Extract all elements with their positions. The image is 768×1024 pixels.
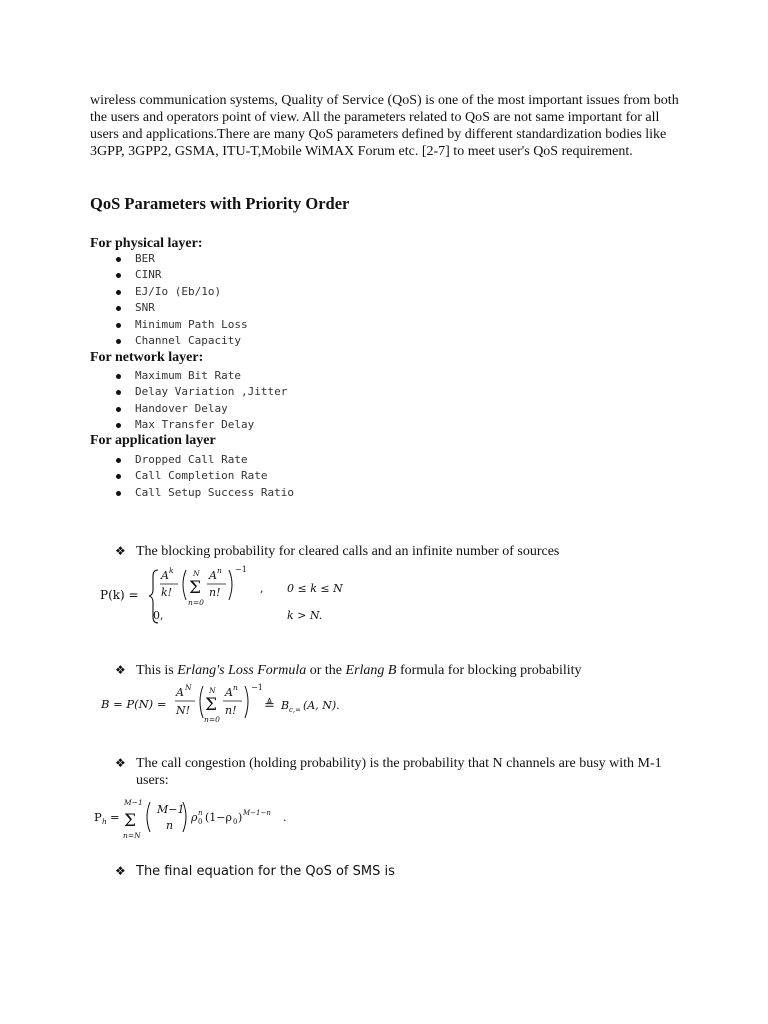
sum-sign: Σ <box>124 811 137 831</box>
application-layer-list <box>112 452 294 501</box>
svg-text:k: k <box>169 566 174 575</box>
application-layer-title: For application layer <box>90 433 216 448</box>
svg-text:P: P <box>94 810 102 824</box>
list-item: Maximum Bit Rate <box>112 368 287 384</box>
congestion-bullet <box>115 755 685 789</box>
svg-text:n=0: n=0 <box>204 715 220 724</box>
svg-text:,: , <box>260 582 264 595</box>
svg-text:N!: N! <box>176 704 191 717</box>
diamond-bullet-icon: ❖ <box>115 544 126 558</box>
network-layer-title: For network layer: <box>90 350 204 365</box>
svg-text:n=N: n=N <box>123 831 141 840</box>
svg-text:N: N <box>193 569 200 578</box>
svg-text:M−1: M−1 <box>157 803 185 816</box>
blocking-probability-formula <box>100 562 400 628</box>
bullet-text: The final equation for the QoS of SMS is <box>136 864 395 879</box>
svg-text:B = P(N) =: B = P(N) = <box>101 697 167 711</box>
list-item: Call Completion Rate <box>112 468 294 484</box>
svg-text:M−1: M−1 <box>124 798 143 807</box>
svg-text:B: B <box>281 699 290 712</box>
svg-text:0,: 0, <box>153 609 164 622</box>
svg-text:−1: −1 <box>235 565 247 574</box>
svg-text:n: n <box>198 809 203 817</box>
svg-text:N: N <box>209 686 216 695</box>
svg-text:−1: −1 <box>251 683 263 692</box>
svg-text:A: A <box>225 686 233 699</box>
sum-sign: Σ <box>205 695 218 715</box>
svg-text:=: = <box>110 810 120 824</box>
list-item: BER <box>112 251 248 267</box>
svg-text:k > N.: k > N. <box>287 609 323 622</box>
list-item: Handover Delay <box>112 401 287 417</box>
svg-text:n: n <box>166 819 174 832</box>
svg-text:k!: k! <box>161 586 173 599</box>
section-heading: QoS Parameters with Priority Order <box>90 194 350 213</box>
list-item: Channel Capacity <box>112 333 248 349</box>
svg-text:c,∞: c,∞ <box>289 706 301 714</box>
list-item: Call Setup Success Ratio <box>112 485 294 501</box>
svg-text:0 ≤ k ≤ N: 0 ≤ k ≤ N <box>287 582 343 595</box>
svg-text:n: n <box>217 566 222 575</box>
bullet-text: The blocking probability for cleared calls and an infinite number of sources <box>136 544 560 559</box>
list-item: Max Transfer Delay <box>112 417 287 433</box>
svg-text:h: h <box>102 817 107 826</box>
final-bullet <box>115 863 675 880</box>
blocking-bullet <box>115 543 675 560</box>
list-item: Dropped Call Rate <box>112 452 294 468</box>
diamond-bullet-icon: ❖ <box>115 864 126 878</box>
erlang-bullet <box>115 662 675 679</box>
svg-text:≜: ≜ <box>264 698 275 713</box>
svg-text:M−1−n: M−1−n <box>243 809 271 817</box>
list-item: Minimum Path Loss <box>112 317 248 333</box>
svg-text:): ) <box>238 811 243 824</box>
list-item: SNR <box>112 300 248 316</box>
sum-sign: Σ <box>189 578 202 598</box>
svg-text:n!: n! <box>225 704 237 717</box>
list-item: EJ/Io (Eb/1o) <box>112 284 248 300</box>
svg-text:n!: n! <box>209 586 221 599</box>
list-item: Delay Variation ,Jitter <box>112 384 287 400</box>
intro-paragraph: wireless communication systems, Quality of Service (QoS) is one of the most important issues from both the users and operators point of view. All the parameters related to QoS are not same important for all users and applications.There are many QoS parameters defined by different standardization bodies like 3GPP, 3GPP2, GSMA, ITU-T,Mobile WiMAX Forum etc. [2-7] to meet user's QoS requirement. <box>90 93 679 159</box>
diamond-bullet-icon: ❖ <box>115 663 126 677</box>
physical-layer-title: For physical layer: <box>90 236 203 251</box>
svg-text:(1−ρ: (1−ρ <box>205 811 232 824</box>
diamond-bullet-icon: ❖ <box>115 756 126 770</box>
svg-text:0: 0 <box>198 818 203 826</box>
call-congestion-formula <box>94 796 334 842</box>
svg-text:n: n <box>233 683 238 692</box>
svg-text:N: N <box>185 683 192 692</box>
svg-text:ρ: ρ <box>191 811 198 824</box>
erlang-b-formula <box>101 682 361 724</box>
svg-text:A: A <box>176 686 184 699</box>
svg-text:.: . <box>283 811 287 824</box>
svg-text:0: 0 <box>233 818 238 826</box>
svg-text:n=0: n=0 <box>188 598 204 607</box>
formula-lhs: P(k) = <box>100 588 139 602</box>
list-item: CINR <box>112 267 248 283</box>
svg-text:(A, N).: (A, N). <box>303 699 340 712</box>
svg-text:A: A <box>161 569 169 582</box>
network-layer-list <box>112 368 287 434</box>
bullet-text: The call congestion (holding probability) is the probability that N channels are busy with M-1 users: <box>136 756 662 788</box>
physical-layer-list <box>112 251 248 349</box>
svg-text:A: A <box>209 569 217 582</box>
bullet-text: This is Erlang's Loss Formula or the Erlang B formula for blocking probability <box>136 663 582 678</box>
